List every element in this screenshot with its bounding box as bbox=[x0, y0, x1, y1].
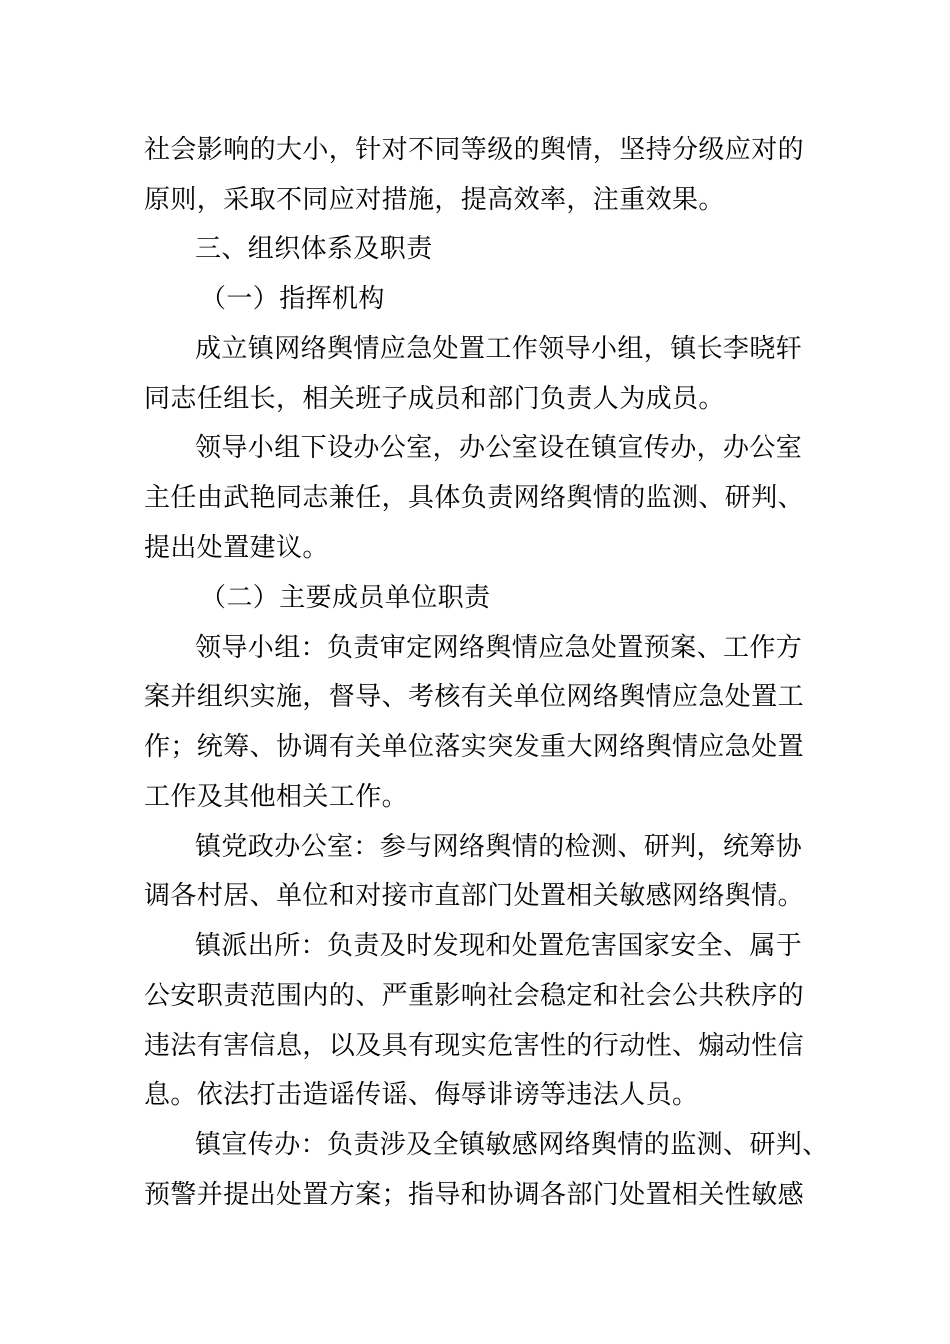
paragraph-line: 成立镇网络舆情应急处置工作领导小组，镇长李晓轩 bbox=[195, 334, 803, 364]
paragraph-line: 主任由武艳同志兼任，具体负责网络舆情的监测、研判、 bbox=[144, 483, 805, 513]
paragraph-line: 领导小组：负责审定网络舆情应急处置预案、工作方 bbox=[195, 633, 803, 663]
section-heading: 三、组织体系及职责 bbox=[195, 234, 433, 264]
subsection-heading: （二）主要成员单位职责 bbox=[200, 583, 491, 613]
paragraph-line: 同志任组长，相关班子成员和部门负责人为成员。 bbox=[144, 384, 725, 414]
paragraph-line: 镇党政办公室：参与网络舆情的检测、研判，统筹协 bbox=[195, 832, 803, 862]
paragraph-line: 原则，采取不同应对措施，提高效率，注重效果。 bbox=[144, 185, 725, 215]
paragraph-line: 镇派出所：负责及时发现和处置危害国家安全、属于 bbox=[195, 931, 803, 961]
paragraph-line: 工作及其他相关工作。 bbox=[144, 782, 409, 812]
paragraph-line: 息。依法打击造谣传谣、侮辱诽谤等违法人员。 bbox=[144, 1080, 699, 1110]
paragraph-line: 调各村居、单位和对接市直部门处置相关敏感网络舆情。 bbox=[144, 881, 805, 911]
paragraph-line: 预警并提出处置方案；指导和协调各部门处置相关性敏感 bbox=[144, 1180, 805, 1210]
paragraph-line: 公安职责范围内的、严重影响社会稳定和社会公共秩序的 bbox=[144, 981, 805, 1011]
paragraph-line: 作；统筹、协调有关单位落实突发重大网络舆情应急处置 bbox=[144, 732, 805, 762]
subsection-heading: （一）指挥机构 bbox=[200, 284, 385, 314]
paragraph-line: 提出处置建议。 bbox=[144, 533, 329, 563]
paragraph-line: 镇宣传办：负责涉及全镇敏感网络舆情的监测、研判、 bbox=[195, 1130, 829, 1160]
paragraph-line: 社会影响的大小，针对不同等级的舆情，坚持分级应对的 bbox=[144, 135, 805, 165]
paragraph-line: 领导小组下设办公室，办公室设在镇宣传办，办公室 bbox=[195, 433, 803, 463]
paragraph-line: 案并组织实施，督导、考核有关单位网络舆情应急处置工 bbox=[144, 682, 805, 712]
paragraph-line: 违法有害信息，以及具有现实危害性的行动性、煽动性信 bbox=[144, 1031, 805, 1061]
